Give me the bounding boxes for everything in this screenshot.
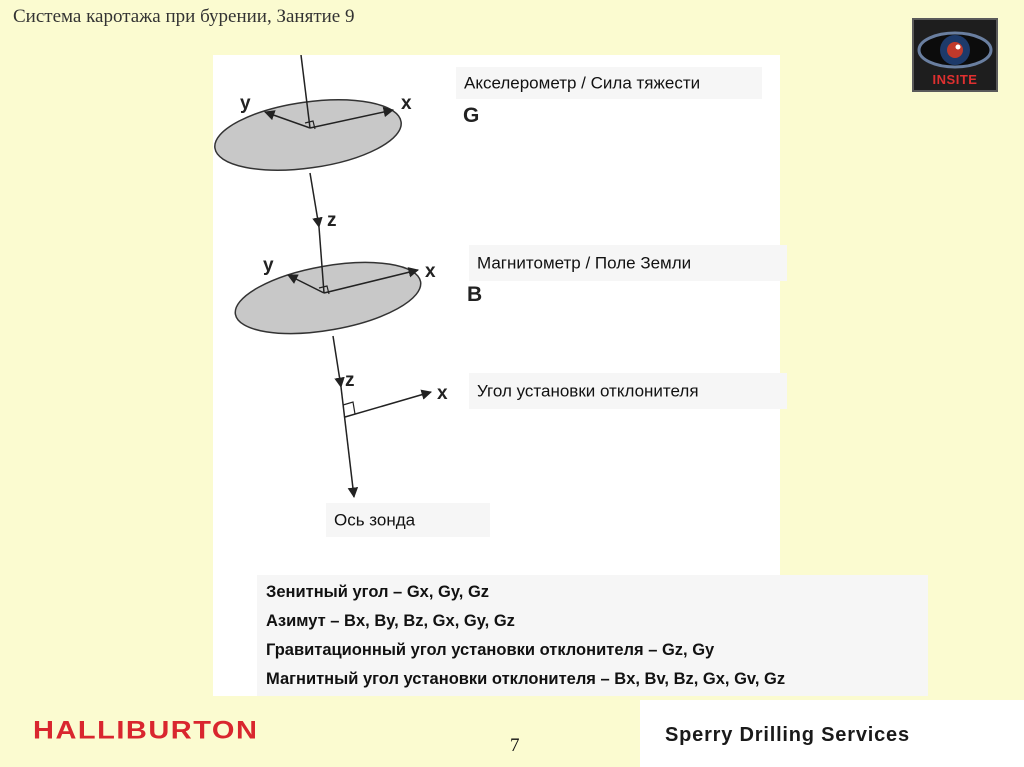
probe-axis-label: Ось зонда [326,503,490,537]
magnetometer-disc [230,250,426,346]
sperry-banner [640,700,1024,767]
magnetometer-label: Магнитометр / Поле Земли [469,245,787,281]
slide-title: Система каротажа при бурении, Занятие 9 [13,6,355,27]
top-z-label: z [327,210,337,231]
zenith-formula: Зенитный угол – Gx, Gy, Gz [266,583,490,601]
low-x-vector [345,392,431,417]
accelerometer-label: Акселерометр / Сила тяжести [456,67,762,99]
magnetic-toolface-formula: Магнитный угол установки отклонителя – Bx, Bv, Bz, Gx, Gv, Gz [266,670,786,688]
azimuth-formula: Азимут – Bx, By, Bz, Gx, Gy, Gz [266,612,515,630]
low-x-label: x [437,383,448,404]
gravity-toolface-formula: Гравитационный угол установки отклонителя – Gz, Gy [266,641,715,659]
formula-box [257,575,928,696]
top-y-label: y [240,93,251,114]
sperry-text: Sperry Drilling Services [665,724,910,746]
mid-x-label: x [425,261,436,282]
top-x-label: x [401,93,412,114]
insite-logo [912,18,998,92]
top-z-vector [310,173,319,227]
toolface-label: Угол установки отклонителя [469,373,787,409]
gravity-vector-label: G [463,104,480,127]
page-number: 7 [510,735,520,756]
mid-z-vector [333,336,341,387]
logo-text: INSITE [932,72,978,87]
mid-y-label: y [263,255,274,276]
halliburton-logo: HALLIBURTON [33,717,259,745]
mid-z-label: z [345,370,355,391]
magnetic-vector-label: B [467,283,483,306]
